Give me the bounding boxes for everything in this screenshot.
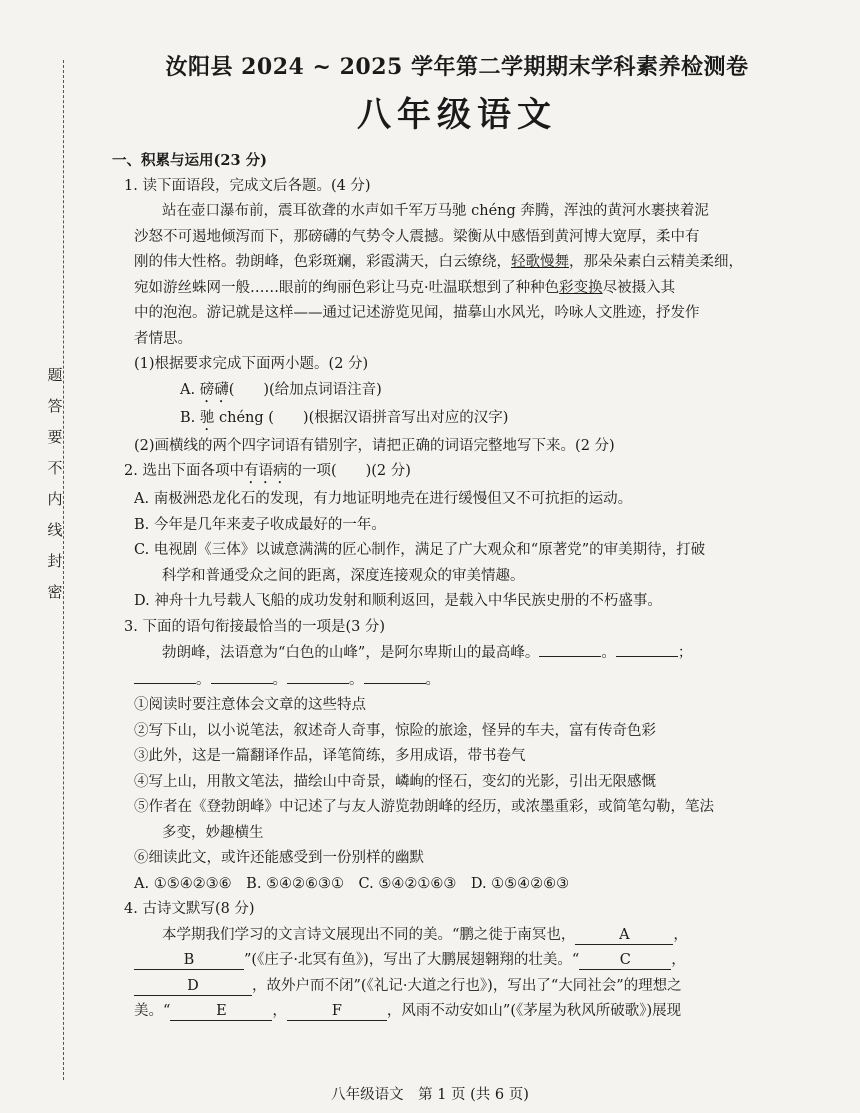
underlined-phrase: 彩变换 bbox=[559, 279, 603, 296]
dotted-word: 驰 bbox=[199, 409, 215, 426]
dotted-word: 有语病 bbox=[243, 463, 288, 479]
blank-e[interactable]: E bbox=[170, 1002, 272, 1021]
q3-option: ③此外，这是一篇翻译作品，译笔简练，多用成语，带书卷气 bbox=[134, 748, 526, 764]
q1-passage bbox=[112, 199, 802, 352]
binding-char: 内 bbox=[47, 490, 63, 508]
q2-stem: 2. 选出下面各项中有语病的一项( )(2 分) bbox=[124, 463, 411, 479]
q3-blanks: 。 。 。 。 bbox=[112, 667, 802, 694]
q1-stem: 1. 读下面语段，完成文后各题。(4 分) bbox=[124, 177, 371, 194]
blank-f[interactable]: F bbox=[287, 1002, 387, 1021]
passage-line: 站在壶口瀑布前，震耳欲聋的水声如千军万马驰 chéng 奔腾，浑浊的黄河水裹挟着泥 bbox=[162, 203, 709, 219]
binding-char: 要 bbox=[47, 428, 63, 446]
binding-char: 密 bbox=[47, 583, 63, 601]
q1-sub1: (1)根据要求完成下面两小题。(2 分) bbox=[134, 356, 369, 372]
q2-option-d: D. 神舟十九号载人飞船的成功发射和顺利返回，是载入中华民族史册的不朽盛事。 bbox=[134, 593, 662, 609]
q2-option-c-cont: 科学和普通受众之间的距离，深度连接观众的审美情趣。 bbox=[162, 567, 525, 584]
q2-option-b: B. 今年是几年来麦子收成最好的一年。 bbox=[134, 516, 386, 533]
q3-option: ⑥细读此文，或许还能感受到一份别样的幽默 bbox=[134, 850, 424, 866]
passage-line: 沙怒不可遏地倾泻而下，那磅礴的气势令人震撼。梁衡从中感悟到黄河博大宽厚，柔中有 bbox=[134, 228, 700, 245]
q2-option-c: C. 电视剧《三体》以诚意满满的匠心制作，满足了广大观众和“原著党”的审美期待，打破 bbox=[134, 542, 706, 558]
answer-blank[interactable] bbox=[287, 667, 349, 684]
passage-line: 刚的伟大性格。勃朗峰，色彩斑斓，彩霞满天，白云缭绕，轻歌慢舞，那朵朵素白云精美柔细， bbox=[134, 254, 743, 270]
exam-title: 汝阳县 2024 ~ 2025 学年第二学期期末学科素养检测卷 bbox=[165, 54, 749, 80]
passage-line: 中的泡泡。游记就是这样——通过记述游览见闻，描摹山水风光，吟咏人文胜迹，抒发作 bbox=[134, 305, 700, 321]
binding-char: 线 bbox=[47, 521, 63, 539]
binding-char: 封 bbox=[47, 552, 63, 570]
q2-option-a: A. 南极洲恐龙化石的发现，有力地证明地壳在进行缓慢但又不可抗拒的运动。 bbox=[134, 491, 633, 507]
answer-blank[interactable] bbox=[134, 667, 196, 684]
q4-line: B ”(《庄子·北冥有鱼》)，写出了大鹏展翅翱翔的壮美。“ C ， bbox=[112, 948, 802, 974]
passage-line: 者情思。 bbox=[134, 330, 192, 347]
binding-notice bbox=[40, 360, 70, 608]
passage-line: 宛如游丝蛛网一般……眼前的绚丽色彩让马克·吐温联想到了种种色彩变换尽被摄入其 bbox=[134, 279, 676, 296]
answer-blank[interactable] bbox=[364, 667, 426, 684]
q1-sub1a: A. 磅礴( )(给加点词语注音) bbox=[180, 381, 382, 398]
blank-d[interactable]: D bbox=[134, 977, 252, 996]
binding-char: 不 bbox=[47, 459, 63, 477]
q3-option-cont: 多变，妙趣横生 bbox=[162, 824, 264, 841]
q3-stem: 3. 下面的语句衔接最恰当的一项是(3 分) bbox=[124, 618, 386, 635]
blank-a[interactable]: A bbox=[575, 926, 673, 945]
q4-line: 美。“ E ， F ，风雨不动安如山”(《茅屋为秋风所破歌》)展现 bbox=[134, 1003, 682, 1019]
q3-option: ①阅读时要注意体会文章的这些特点 bbox=[134, 697, 366, 713]
answer-blank[interactable] bbox=[211, 667, 273, 684]
binding-char: 题 bbox=[47, 366, 63, 384]
q1-sub2: (2)画横线的两个四字词语有错别字，请把正确的词语完整地写下来。(2 分) bbox=[134, 437, 615, 454]
q4-line: 本学期我们学习的文言诗文展现出不同的美。“鹏之徙于南冥也， A ， bbox=[162, 926, 688, 943]
answer-blank[interactable] bbox=[616, 640, 678, 657]
underlined-phrase: 轻歌慢舞 bbox=[511, 254, 569, 270]
blank-c[interactable]: C bbox=[579, 951, 671, 970]
q3-intro: 勃朗峰，法语意为“白色的山峰”，是阿尔卑斯山的最高峰。 。 ； bbox=[112, 640, 802, 667]
q3-option: ⑤作者在《登勃朗峰》中记述了与友人游览勃朗峰的经历，或浓墨重彩，或简笔勾勒，笔法 bbox=[134, 799, 714, 815]
q3-option: ④写上山，用散文笔法，描绘山中奇景，嶙峋的怪石，变幻的光影，引出无限感慨 bbox=[134, 773, 656, 790]
answer-blank[interactable] bbox=[539, 640, 601, 657]
q4-stem: 4. 古诗文默写(8 分) bbox=[124, 901, 255, 917]
q3-answer-choices: A. ①⑤④②③⑥ B. ⑤④②⑥③① C. ⑤④②①⑥③ D. ①⑤④②⑥③ bbox=[134, 875, 570, 892]
section-heading: 一、积累与运用(23 分) bbox=[112, 152, 267, 169]
blank-b[interactable]: B bbox=[134, 951, 244, 970]
dotted-word: 磅礴 bbox=[199, 381, 229, 398]
q3-option: ②写下山，以小说笔法，叙述奇人奇事，惊险的旅途，怪异的车夫，富有传奇色彩 bbox=[134, 722, 656, 739]
q4-line: D ，故外户而不闭”(《礼记·大道之行也》)，写出了“大同社会”的理想之 bbox=[112, 974, 802, 1000]
subject-title: 八年级语文 bbox=[357, 95, 557, 135]
exam-page bbox=[112, 50, 802, 1025]
page-footer: 八年级语文 第 1 页 (共 6 页) bbox=[331, 1087, 529, 1103]
q1-sub1b: B. 驰 chéng ( )(根据汉语拼音写出对应的汉字) bbox=[180, 409, 509, 426]
binding-char: 答 bbox=[47, 397, 63, 415]
